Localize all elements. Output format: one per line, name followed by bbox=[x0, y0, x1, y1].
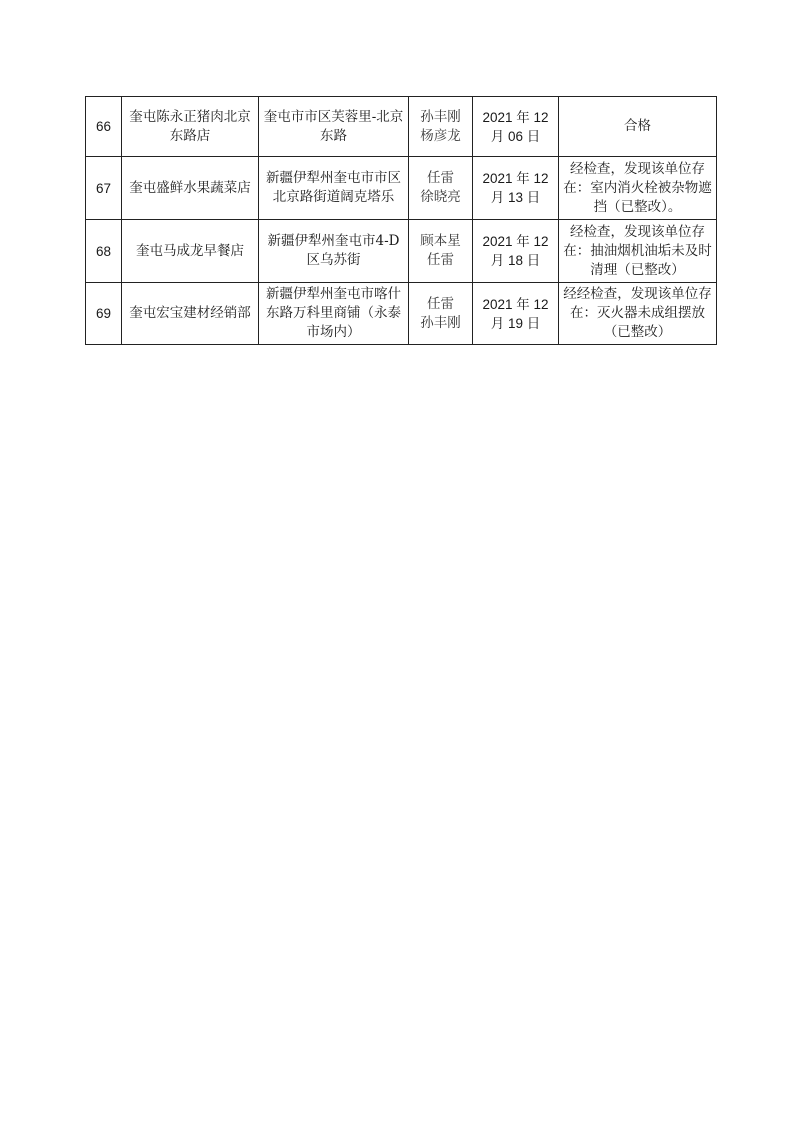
table-row bbox=[86, 157, 717, 220]
business-name: 奎屯马成龙早餐店 bbox=[122, 220, 259, 283]
inspector-name: 任雷 bbox=[427, 295, 454, 312]
table-row bbox=[86, 220, 717, 283]
inspector-name: 任雷 bbox=[427, 252, 454, 268]
inspectors bbox=[409, 97, 473, 157]
date-line: 2021 年 12 bbox=[482, 234, 549, 249]
row-number: 69 bbox=[86, 283, 122, 345]
date-line: 2021 年 12 bbox=[482, 109, 549, 125]
inspection-date bbox=[473, 220, 559, 283]
inspection-result: 经检查，发现该单位存在：室内消火栓被杂物遮挡（已整改）。 bbox=[559, 157, 717, 220]
inspector-name: 孙丰刚 bbox=[420, 108, 461, 125]
inspection-result: 合格 bbox=[559, 97, 717, 157]
business-name: 奎屯陈永正猪肉北京东路店 bbox=[122, 97, 259, 157]
business-address: 新疆伊犁州奎屯市4-D 区乌苏街 bbox=[259, 220, 409, 283]
table-row bbox=[86, 97, 717, 157]
date-line: 2021 年 12 bbox=[482, 171, 549, 186]
date-line: 月 19 日 bbox=[490, 315, 541, 331]
table-row bbox=[86, 283, 717, 345]
inspection-result: 经检查，发现该单位存在：抽油烟机油垢未及时清理（已整改） bbox=[559, 220, 717, 283]
inspector-name: 杨彦龙 bbox=[420, 127, 461, 144]
date-line: 月 13 日 bbox=[490, 190, 541, 205]
business-address: 奎屯市市区芙蓉里-北京东路 bbox=[259, 97, 409, 157]
row-number: 68 bbox=[86, 220, 122, 283]
inspection-result: 经经检查，发现该单位存在：灭火器未成组摆放（已整改） bbox=[559, 283, 717, 345]
row-number: 66 bbox=[86, 97, 122, 157]
business-address: 新疆伊犁州奎屯市市区北京路街道阔克塔乐 bbox=[259, 157, 409, 220]
inspector-name: 顾本星 bbox=[420, 233, 461, 249]
date-line: 月 06 日 bbox=[490, 128, 541, 144]
inspector-name: 孙丰刚 bbox=[420, 314, 461, 331]
inspector-name: 任雷 bbox=[427, 170, 454, 186]
business-address: 新疆伊犁州奎屯市喀什东路万科里商铺（永泰市场内） bbox=[259, 283, 409, 345]
date-line: 2021 年 12 bbox=[482, 296, 549, 312]
inspectors bbox=[409, 220, 473, 283]
inspection-date bbox=[473, 97, 559, 157]
inspector-name: 徐晓亮 bbox=[420, 189, 461, 205]
inspectors bbox=[409, 157, 473, 220]
inspection-table bbox=[85, 96, 717, 345]
business-name: 奎屯宏宝建材经销部 bbox=[122, 283, 259, 345]
date-line: 月 18 日 bbox=[490, 253, 541, 268]
inspectors bbox=[409, 283, 473, 345]
inspection-date bbox=[473, 283, 559, 345]
business-name: 奎屯盛鲜水果蔬菜店 bbox=[122, 157, 259, 220]
row-number: 67 bbox=[86, 157, 122, 220]
inspection-date bbox=[473, 157, 559, 220]
